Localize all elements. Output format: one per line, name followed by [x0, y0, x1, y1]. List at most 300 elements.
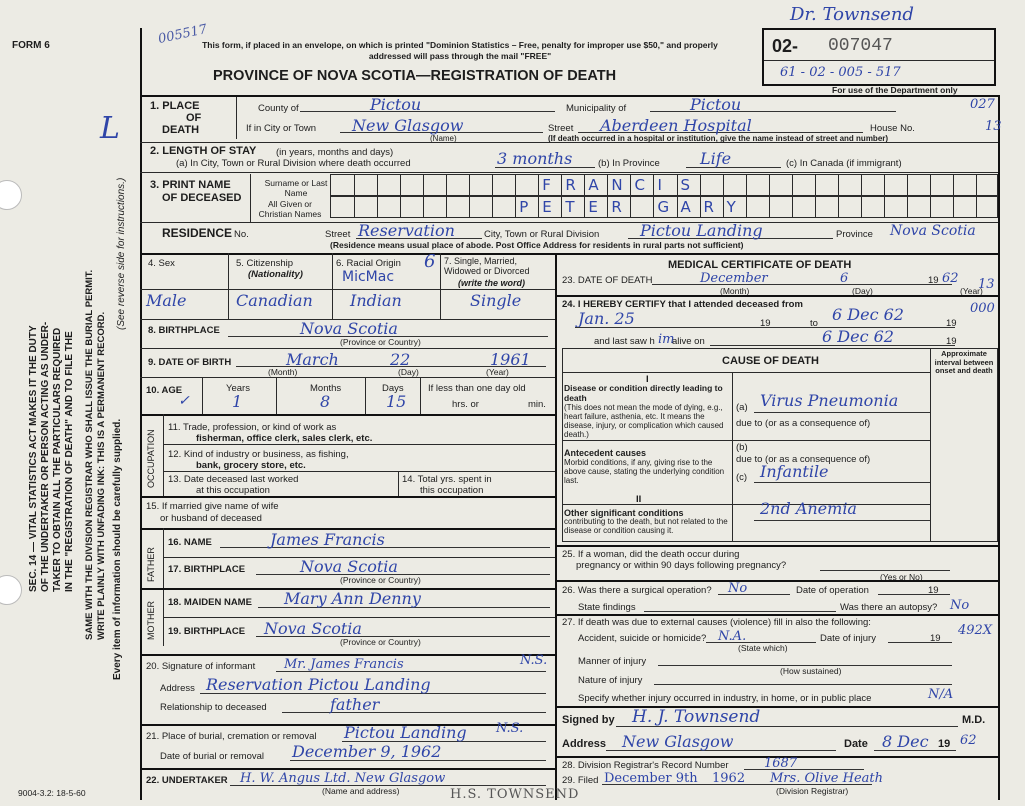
name-grid-cell — [331, 175, 354, 195]
md-label: M.D. — [962, 714, 986, 726]
name-grid-cell — [953, 175, 976, 195]
name-letter: I — [657, 176, 662, 194]
name-grid-cell — [976, 197, 999, 217]
name-grid-cell — [607, 175, 630, 195]
city-label: If in City or Town — [246, 123, 317, 134]
name-grid-cell — [953, 197, 976, 217]
dob-year-caption: (Year) — [486, 367, 509, 377]
name-grid-cell — [561, 197, 584, 217]
q26-date-line — [878, 594, 950, 595]
place-label: 1. PLACE — [150, 100, 200, 112]
sign-date-label: Date — [844, 738, 868, 750]
name-grid-cell — [515, 197, 538, 217]
age-days-label: Days — [382, 383, 404, 394]
occupation-side-label: OCCUPATION — [146, 429, 156, 488]
residence-note: (Residence means usual place of abode. Post Office Address for residents in rural parts not sufficient) — [330, 240, 744, 250]
q21-ns: N.S. — [496, 721, 524, 736]
q23-month-caption: (Month) — [720, 286, 750, 296]
name-grid-cell — [815, 197, 838, 217]
sign-address-value: New Glasgow — [622, 732, 734, 751]
autopsy-value: No — [950, 598, 970, 613]
given-name-label: All Given or Christian Names — [258, 199, 322, 219]
name-grid-cell — [930, 175, 953, 195]
q22-value: H. W. Angus Ltd. New Glasgow — [240, 771, 446, 786]
q24-margin: 000 — [970, 301, 995, 316]
name-grid-cell — [884, 197, 907, 217]
municipality-label: Municipality of — [566, 103, 627, 114]
surname-label: Surname or Last Name — [264, 178, 328, 198]
birthplace-value: Nova Scotia — [300, 319, 398, 338]
q13b-label: at this occupation — [196, 485, 270, 496]
name-grid-cell — [400, 175, 423, 195]
q26-value: No — [728, 581, 748, 596]
city-name-caption: (Name) — [430, 134, 457, 143]
citizenship-divider — [332, 253, 333, 319]
q15b-label: or husband of deceased — [160, 513, 262, 524]
name-letter: F — [542, 176, 551, 194]
side-instruction-1: SEC. 14 — VITAL STATISTICS ACT MAKES IT THE DUTY — [28, 325, 39, 592]
name-grid-cell — [446, 197, 469, 217]
name-grid-cell — [584, 175, 607, 195]
occ-divider-2 — [398, 471, 399, 496]
specify-value: N/A — [928, 687, 954, 702]
side-instruction-5: SAME WITH THE DIVISION REGISTRAR WHO SHALL ISSUE THE BURIAL PERMIT. — [84, 269, 95, 640]
occupation-divider — [163, 414, 164, 496]
q12b-label: bank, grocery store, etc. — [196, 460, 306, 471]
disease-label: Disease or condition directly leading to death — [564, 383, 723, 403]
parent-divider — [163, 528, 164, 646]
rule-1 — [140, 142, 998, 143]
municipality-line — [650, 111, 896, 112]
place-label-of: OF — [186, 112, 202, 124]
place-margin-code: 027 — [970, 97, 995, 112]
roman-2: II — [636, 494, 642, 505]
name-grid-cell — [861, 175, 884, 195]
name-grid-cell — [469, 175, 492, 195]
q29-label: 29. Filed — [562, 775, 599, 786]
age-years-value: 1 — [232, 392, 243, 411]
dob-label: 9. DATE OF BIRTH — [148, 357, 232, 368]
name-grid-cell — [354, 175, 377, 195]
sex-divider — [228, 253, 229, 319]
q19-caption: (Province or Country) — [340, 637, 421, 647]
q18-value: Mary Ann Denny — [284, 589, 421, 608]
q11b-label: fisherman, office clerk, sales clerk, etc. — [196, 433, 373, 444]
row-4-inner — [140, 289, 555, 290]
house-label: House No. — [870, 123, 915, 134]
q23-day-caption: (Day) — [852, 286, 873, 296]
birthplace-label: 8. BIRTHPLACE — [148, 325, 220, 336]
cause-c-line — [754, 482, 930, 483]
q16-label: 16. NAME — [168, 537, 212, 548]
q11-label: 11. Trade, profession, or kind of work as — [168, 422, 337, 433]
name-letter: S — [680, 176, 691, 194]
side-instruction-8: (See reverse side for instructions.) — [116, 177, 127, 330]
q12-label: 12. Kind of industry or business, as fishing, — [168, 449, 349, 460]
place-label-divider — [236, 97, 237, 139]
nature-label: Nature of injury — [578, 675, 643, 686]
name-letter: R — [611, 198, 622, 216]
name-grid-cell — [492, 175, 515, 195]
injury-date-line — [888, 642, 952, 643]
side-instruction-6: WRITE PLAINLY WITH UNFADING INK: THIS IS A PERMANENT RECORD. — [96, 311, 107, 640]
name-grid-cell — [377, 197, 400, 217]
age-months-value: 8 — [320, 392, 331, 411]
age-less-label: If less than one day old — [428, 383, 526, 394]
side-instruction-3: TAKER TO OBTAIN ALL THE PARTICULARS REQUIRED — [52, 327, 63, 592]
name-grid-cell — [976, 175, 999, 195]
name-grid-cell — [792, 175, 815, 195]
side-instruction-2: OF THE UNDERTAKER OR PERSON ACTING AS UNDER- — [40, 321, 51, 592]
name-grid-cell — [538, 197, 561, 217]
residence-street-label: Street — [325, 229, 351, 240]
stay-sub: (in years, months and days) — [276, 147, 394, 158]
sign-date-year: 62 — [960, 733, 977, 748]
cause-a-label: (a) — [736, 402, 748, 413]
name-grid-cell — [746, 175, 769, 195]
rule-4 — [140, 253, 998, 255]
rule-9 — [140, 496, 555, 498]
q29-line — [602, 784, 872, 785]
residence-no-label: No. — [234, 229, 249, 240]
name-grid-cell — [538, 175, 561, 195]
rule-6 — [140, 348, 555, 349]
county-value: Pictou — [370, 95, 422, 114]
age-divider-1 — [202, 377, 203, 414]
house-value: 13 — [985, 119, 1002, 134]
citizenship-label: 5. Citizenship — [236, 258, 294, 269]
father-side-label: FATHER — [146, 547, 156, 582]
print-name-label: 3. PRINT NAME — [150, 179, 231, 191]
hospital-note: (If death occurred in a hospital or institution, give the name instead of street and number) — [548, 134, 889, 143]
q20-ns: N.S. — [520, 653, 548, 668]
name-letter: A — [588, 176, 599, 194]
marital-value: Single — [470, 291, 522, 310]
stay-a-value: 3 months — [497, 149, 573, 168]
cause-title-rule — [562, 372, 930, 373]
q21-value: Pictou Landing — [344, 723, 467, 742]
name-grid-cell — [630, 175, 653, 195]
occ-rule-2 — [163, 471, 555, 472]
q25b-label: pregnancy or within 90 days following pregnancy? — [576, 560, 787, 571]
q24-last-value: im — [658, 332, 675, 347]
name-letter: A — [680, 198, 691, 216]
side-instruction-4: IN THE "REGISTRATION OF DEATH" AND TO FILE THE — [64, 331, 75, 592]
age-divider-4 — [420, 377, 421, 414]
name-grid-cell — [769, 175, 792, 195]
sex-label: 4. Sex — [148, 258, 175, 269]
residence-label: RESIDENCE — [162, 226, 233, 240]
center-divider — [555, 253, 557, 800]
stay-b-label: (b) In Province — [598, 158, 660, 169]
name-grid-cell — [838, 175, 861, 195]
name-grid-cell — [653, 197, 676, 217]
age-years-label: Years — [226, 383, 250, 394]
name-grid-cell — [354, 197, 377, 217]
name-grid-cell — [469, 197, 492, 217]
q23-margin: 13 — [978, 277, 995, 292]
q25-caption: (Yes or No) — [880, 572, 923, 582]
name-grid-cell — [515, 175, 538, 195]
punch-hole-top — [0, 180, 22, 210]
name-letter: Y — [726, 198, 736, 216]
dob-year: 1961 — [490, 350, 531, 369]
reg-divider — [764, 60, 994, 61]
rule-3 — [140, 222, 998, 223]
age-hrs-label: hrs. or — [452, 399, 479, 410]
autopsy-label: Was there an autopsy? — [840, 602, 938, 613]
q26-date-label: Date of operation — [796, 585, 869, 596]
county-line — [300, 111, 555, 112]
accident-label: Accident, suicide or homicide? — [578, 633, 707, 644]
county-label: County of — [258, 103, 299, 114]
name-grid-cell — [907, 197, 930, 217]
mother-side-label: MOTHER — [146, 601, 156, 640]
antecedent-note: Morbid conditions, if any, giving rise to the above cause, stating the underlying condition last. — [564, 458, 725, 485]
how-sustained-caption: (How sustained) — [780, 666, 842, 676]
q25-line — [820, 570, 950, 571]
side-instruction-7: Every item of information should be carefully supplied. — [112, 418, 123, 680]
racial-mark: 6 — [424, 251, 436, 272]
racial-divider — [440, 253, 441, 319]
q24-last-line — [710, 345, 955, 346]
citizenship-value: Canadian — [236, 291, 313, 310]
rule-m3 — [555, 580, 998, 582]
cause-label-divider — [732, 372, 733, 542]
due-to-2: due to (or as a consequence of) — [736, 454, 871, 465]
q23-label: 23. DATE OF DEATH — [562, 275, 653, 286]
citizenship-sub: (Nationality) — [248, 269, 303, 280]
cause-c-label: (c) — [736, 472, 748, 483]
stay-b-value: Life — [700, 149, 732, 168]
q23-line — [652, 284, 952, 285]
residence-city-value: Pictou Landing — [640, 221, 763, 240]
sex-value: Male — [146, 291, 187, 310]
marital-sub: (write the word) — [458, 278, 525, 288]
name-letter: T — [565, 198, 575, 216]
q14-label: 14. Total yrs. spent in — [402, 474, 492, 485]
name-grid-cell — [700, 197, 723, 217]
q24-alive-value: 6 Dec 62 — [822, 327, 894, 346]
q28-value: 1687 — [764, 756, 798, 771]
dob-day-caption: (Day) — [398, 367, 419, 377]
findings-line — [644, 611, 836, 612]
name-grid-cell — [677, 175, 700, 195]
age-min-label: min. — [528, 399, 546, 410]
q24-19-b: 19 — [946, 318, 957, 329]
q28-label: 28. Division Registrar's Record Number — [562, 760, 729, 771]
marital-label: 7. Single, Married, Widowed or Divorced — [444, 256, 530, 276]
other-conditions-note: contributing to the death, but not related to the disease or condition causing it. — [564, 517, 728, 535]
q26-label: 26. Was there a surgical operation? — [562, 585, 712, 596]
q23-year-prefix: 19 — [928, 275, 939, 286]
sign-date-value: 8 Dec — [882, 732, 929, 751]
due-to-1: due to (or as a consequence of) — [736, 418, 871, 429]
registration-number: 007047 — [828, 36, 893, 56]
cause-c-value: Infantile — [760, 462, 829, 481]
q23-month: December — [700, 271, 768, 286]
q29-caption: (Division Registrar) — [776, 786, 849, 796]
municipality-value: Pictou — [690, 95, 742, 114]
informant-address-label: Address — [160, 683, 195, 694]
bottom-signature: H.S. TOWNSEND — [450, 787, 580, 802]
q24-alive-label: alive on — [672, 336, 705, 347]
name-grid-cell — [930, 197, 953, 217]
age-days-value: 15 — [386, 392, 407, 411]
residence-city-label: City, Town or Rural Division — [484, 229, 600, 240]
registration-prefix: 02- — [772, 36, 799, 56]
punch-hole-bottom — [0, 575, 22, 605]
q19-label: 19. BIRTHPLACE — [168, 626, 246, 637]
cause-title: CAUSE OF DEATH — [722, 355, 819, 367]
name-grid-cell — [423, 175, 446, 195]
birthplace-caption: (Province or Country) — [340, 337, 421, 347]
stay-label: 2. LENGTH OF STAY — [150, 145, 257, 157]
name-grid-cell — [815, 175, 838, 195]
name-grid-cell — [700, 175, 723, 195]
signed-value: H. J. Townsend — [632, 707, 761, 727]
q20-label: 20. Signature of informant — [146, 661, 256, 672]
q29-year: 1962 — [712, 771, 746, 786]
name-letter: P — [519, 198, 529, 216]
name-letter: R — [703, 198, 714, 216]
place-label-death: DEATH — [162, 124, 200, 136]
surname-grid — [330, 174, 998, 196]
injury-date-label: Date of injury — [820, 633, 876, 644]
q24-from: Jan. 25 — [578, 309, 635, 328]
name-grid-cell — [446, 175, 469, 195]
q13-label: 13. Date deceased last worked — [168, 474, 299, 485]
name-grid-cell — [907, 175, 930, 195]
stamp-number: 005517 — [156, 22, 209, 48]
q24-to-value: 6 Dec 62 — [832, 305, 904, 324]
sign-address-label: Address — [562, 738, 607, 750]
dob-month: March — [286, 350, 339, 369]
q17-caption: (Province or Country) — [340, 575, 421, 585]
form-number: FORM 6 — [12, 40, 50, 51]
name-grid-cell — [653, 175, 676, 195]
name-grid-cell — [630, 197, 653, 217]
q24-label: 24. I HEREBY CERTIFY that I attended deceased from — [562, 299, 803, 310]
q24-from-line — [575, 327, 955, 328]
name-letter: N — [611, 176, 623, 194]
q23-year-caption: (Year) — [960, 286, 983, 296]
department-use-note: For use of the Department only — [832, 85, 958, 95]
stay-a-label: (a) In City, Town or Rural Division where death occurred — [176, 158, 411, 169]
street-label: Street — [548, 123, 574, 134]
signed-label: Signed by — [562, 714, 615, 726]
name-letter: E — [588, 198, 598, 216]
q22-caption: (Name and address) — [322, 786, 400, 796]
date-burial-value: December 9, 1962 — [292, 742, 442, 761]
form-top-rule — [140, 95, 1000, 97]
age-months-label: Months — [310, 383, 342, 394]
q24-alive-19: 19 — [946, 336, 957, 347]
relationship-label: Relationship to deceased — [160, 702, 267, 713]
relationship-line — [282, 712, 546, 713]
dob-month-caption: (Month) — [268, 367, 298, 377]
q18-label: 18. MAIDEN NAME — [168, 597, 252, 608]
racial-label: 6. Racial Origin — [336, 258, 401, 269]
state-which-caption: (State which) — [738, 643, 788, 653]
q21-label: 21. Place of burial, cremation or removal — [146, 731, 317, 742]
name-letter: G — [657, 198, 670, 216]
cause-rule-2 — [562, 504, 930, 505]
interval-label: Approximate interval between onset and death — [934, 349, 994, 375]
rule-8 — [140, 414, 555, 416]
name-grid-cell — [746, 197, 769, 217]
stay-c-label: (c) In Canada (if immigrant) — [786, 158, 902, 169]
cause-b-label: (b) — [736, 442, 748, 453]
q17-label: 17. BIRTHPLACE — [168, 564, 246, 575]
relationship-value: father — [330, 695, 380, 714]
given-name-grid — [330, 196, 998, 218]
signature-top: Dr. Townsend — [790, 4, 914, 25]
q23-year: 62 — [942, 271, 959, 286]
rule-m2 — [555, 545, 998, 547]
name-grid-cell — [792, 197, 815, 217]
name-grid-cell — [377, 175, 400, 195]
name-grid-cell — [607, 197, 630, 217]
page-title: PROVINCE OF NOVA SCOTIA—REGISTRATION OF DEATH — [213, 68, 617, 84]
cause-a-line — [754, 412, 930, 413]
name-grid-cell — [884, 175, 907, 195]
name-grid-cell — [723, 175, 746, 195]
q26-line — [718, 594, 790, 595]
accident-value: N.A. — [718, 629, 747, 644]
city-value: New Glasgow — [352, 116, 464, 135]
nature-line — [654, 684, 952, 685]
age-divider-2 — [276, 377, 277, 414]
age-divider-3 — [365, 377, 366, 414]
name-grid-cell — [492, 197, 515, 217]
side-margin-mark: L — [100, 111, 120, 146]
q27-margin: 492X — [958, 623, 993, 638]
cause-rule-1 — [562, 440, 930, 441]
q16-value: James Francis — [270, 530, 385, 549]
state-findings-label: State findings — [578, 602, 636, 613]
occ-rule-1 — [163, 444, 555, 445]
mail-notice: This form, if placed in an envelope, on which is printed "Dominion Statistics – Free, penalty for improper use $50," and properly addressed will pass through the mail "FREE" — [202, 40, 718, 61]
street-value: Aberdeen Hospital — [600, 116, 752, 135]
q19-value: Nova Scotia — [264, 619, 362, 638]
name-grid-cell — [423, 197, 446, 217]
name-letter: R — [565, 176, 576, 194]
sign-date-19: 19 — [938, 738, 951, 750]
antecedent-label: Antecedent causes — [564, 448, 647, 458]
q24-last-label: and last saw h — [594, 336, 655, 347]
medical-title: MEDICAL CERTIFICATE OF DEATH — [668, 259, 852, 271]
racial-value: MicMac — [342, 269, 395, 285]
rule-m5 — [555, 706, 998, 708]
q24-19: 19 — [760, 318, 771, 329]
q15-label: 15. If married give name of wife — [146, 501, 279, 512]
form-code: 9004-3.2: 18-5-60 — [18, 788, 86, 798]
racial-value-2: Indian — [350, 291, 402, 310]
cause-a-value: Virus Pneumonia — [760, 391, 899, 410]
rule-m1 — [555, 295, 998, 297]
name-grid-cell — [769, 197, 792, 217]
other-conditions-label: Other significant conditions — [564, 508, 684, 518]
name-letter: E — [542, 198, 552, 216]
name-grid-cell — [331, 197, 354, 217]
q26-19: 19 — [928, 585, 939, 596]
other-conditions-value: 2nd Anemia — [760, 499, 857, 518]
q29-value: December 9th — [604, 771, 698, 786]
age-label: 10. AGE — [146, 385, 183, 396]
age-checkmark: ✓ — [178, 393, 190, 409]
date-burial-label: Date of burial or removal — [160, 751, 265, 762]
